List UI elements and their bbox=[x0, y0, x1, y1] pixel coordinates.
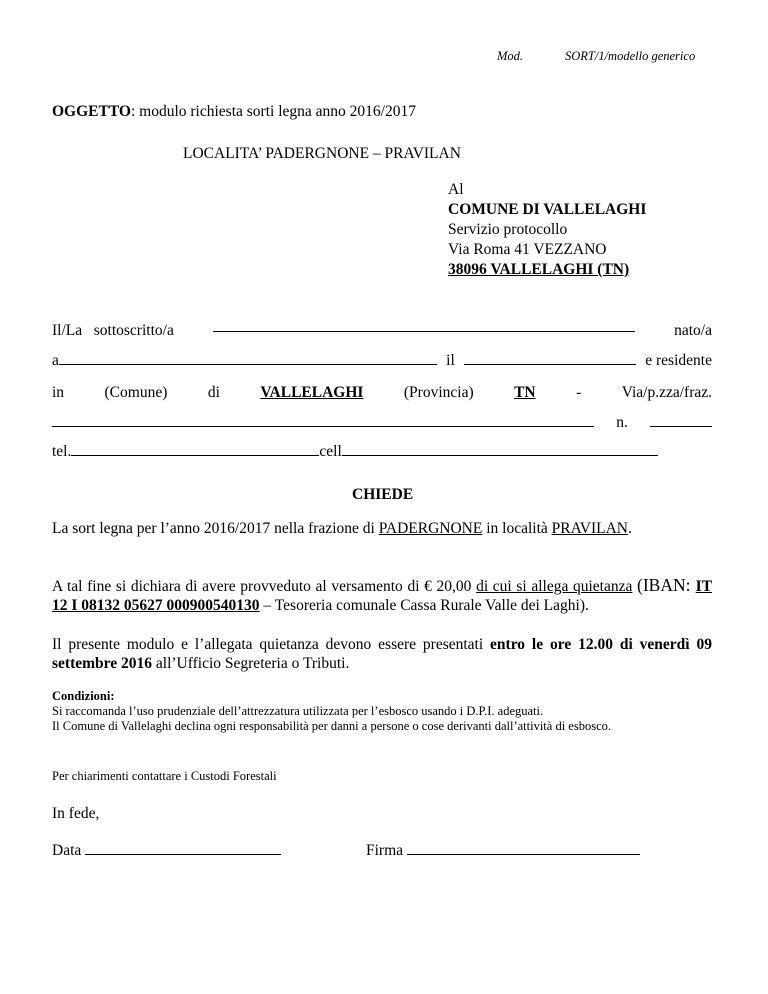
comune-value: VALLELAGHI bbox=[260, 384, 364, 401]
in-fede: In fede, bbox=[52, 805, 100, 822]
date-field[interactable] bbox=[85, 854, 281, 855]
provincia-label: (Provincia) bbox=[403, 384, 474, 401]
deadline-text-b: all’Ufficio Segreteria o Tributi. bbox=[152, 655, 350, 672]
conditions-line-2: Il Comune di Vallelaghi declina ogni responsabilità per danni a persone o cose derivanti dall’attività di esbosco. bbox=[52, 719, 611, 733]
recipient-block bbox=[448, 180, 646, 280]
via-label: Via/p.zza/fraz. bbox=[621, 384, 712, 401]
date-row bbox=[52, 842, 281, 860]
mod-label: Mod. bbox=[497, 49, 524, 63]
deadline-text-a: Il presente modulo e l’allegata quietanza devono essere presentati bbox=[52, 636, 491, 653]
form-row-name bbox=[52, 322, 712, 340]
subject-locality: LOCALITA’ PADERGNONE – PRAVILAN bbox=[183, 145, 461, 162]
address-field[interactable] bbox=[52, 426, 594, 427]
iban-label: (IBAN: bbox=[637, 575, 696, 595]
residente-label: e residente bbox=[645, 352, 712, 369]
provincia-value: TN bbox=[514, 384, 536, 401]
recipient-office: Servizio protocollo bbox=[448, 221, 568, 238]
request-text-c: . bbox=[628, 520, 632, 537]
form-row-address bbox=[52, 414, 712, 432]
name-field[interactable] bbox=[213, 331, 635, 332]
request-title: CHIEDE bbox=[352, 486, 414, 503]
comune-label: (Comune) bbox=[104, 384, 168, 401]
conditions-title: Condizioni: bbox=[52, 689, 115, 703]
recipient-street: Via Roma 41 VEZZANO bbox=[448, 241, 607, 258]
number-label: n. bbox=[616, 414, 628, 431]
request-paragraph bbox=[52, 519, 712, 538]
request-text-a: La sort legna per l’anno 2016/2017 nella frazione di bbox=[52, 520, 379, 537]
dash-separator: - bbox=[576, 384, 582, 401]
conditions-line-1: Si raccomanda l’uso prudenziale dell’attrezzatura utilizzata per l’esbosco usando i D.P.I. adeguati. bbox=[52, 704, 544, 718]
subject-text: : modulo richiesta sorti legna anno 2016/2017 bbox=[130, 103, 416, 120]
tel-label: tel. bbox=[52, 443, 72, 460]
birthplace-field[interactable] bbox=[59, 364, 437, 365]
localita-value: PRAVILAN bbox=[551, 520, 628, 537]
tel-field[interactable] bbox=[71, 455, 319, 456]
cell-field[interactable] bbox=[342, 455, 658, 456]
il-la-label: Il/La bbox=[52, 322, 83, 339]
payment-attachment: di cui si allega quietanza bbox=[476, 578, 633, 595]
recipient-al: Al bbox=[448, 181, 464, 198]
in-label: in bbox=[52, 384, 65, 401]
nato-label: nato/a bbox=[674, 322, 712, 339]
conditions-block bbox=[52, 689, 712, 734]
il-label: il bbox=[446, 352, 455, 369]
request-text-b: in località bbox=[482, 520, 552, 537]
date-label: Data bbox=[52, 842, 82, 859]
payment-text-b: – Tesoreria comunale Cassa Rurale Valle dei Laghi). bbox=[259, 597, 589, 614]
payment-text-a: A tal fine si dichiara di avere provveduto al versamento di € 20,00 bbox=[52, 578, 477, 595]
recipient-name: COMUNE DI VALLELAGHI bbox=[448, 201, 647, 218]
form-row-residence bbox=[52, 384, 712, 402]
signature-field[interactable] bbox=[407, 854, 640, 855]
form-row-birth bbox=[52, 352, 712, 370]
iban-value: IT 12 I 08132 05627 000900540130 bbox=[52, 578, 713, 614]
subject-line bbox=[52, 103, 416, 121]
birthdate-field[interactable] bbox=[464, 364, 636, 365]
mod-code: SORT/1/modello generico bbox=[565, 49, 696, 63]
a-label: a bbox=[52, 352, 59, 369]
street-number-field[interactable] bbox=[650, 426, 712, 427]
signature-label: Firma bbox=[366, 842, 404, 859]
sottoscritto-label: sottoscritto/a bbox=[93, 322, 174, 339]
form-row-phone bbox=[52, 443, 658, 461]
payment-paragraph bbox=[52, 576, 712, 615]
deadline-value: entro le ore 12.00 di venerdì 09 settembre 2016 bbox=[52, 636, 712, 672]
cell-label: cell bbox=[319, 443, 342, 460]
frazione-value: PADERGNONE bbox=[378, 520, 483, 537]
di-label: di bbox=[207, 384, 220, 401]
subject-label: OGGETTO bbox=[52, 103, 131, 120]
recipient-city: 38096 VALLELAGHI (TN) bbox=[448, 261, 630, 278]
deadline-paragraph bbox=[52, 635, 712, 673]
signature-row bbox=[366, 842, 640, 860]
contact-note: Per chiarimenti contattare i Custodi Forestali bbox=[52, 769, 277, 783]
